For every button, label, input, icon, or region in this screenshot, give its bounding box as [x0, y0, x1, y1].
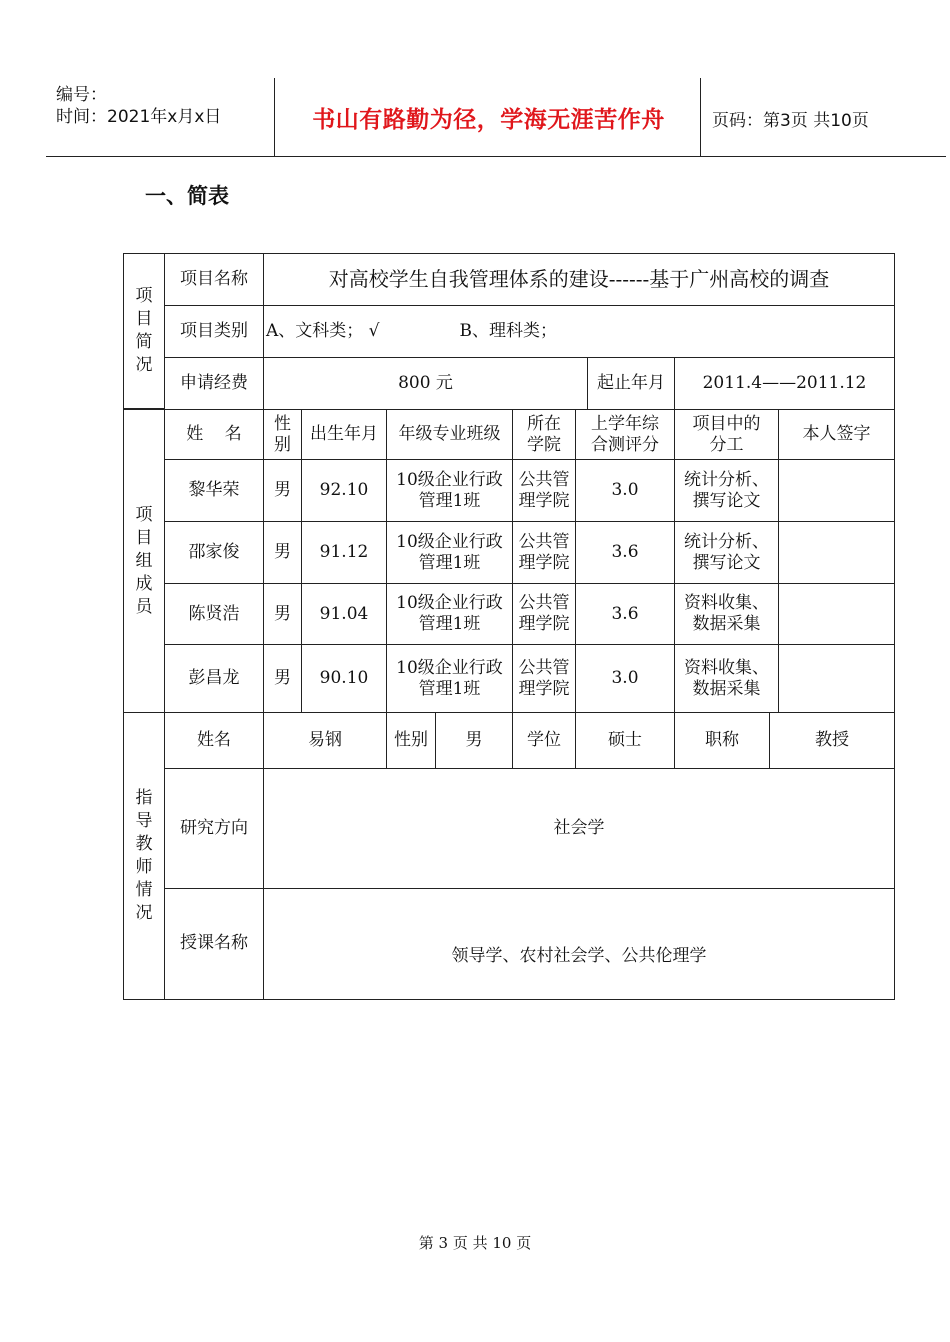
research-direction-value: 社会学: [263, 768, 895, 889]
member-signature: [778, 459, 895, 522]
advisor-degree-value: 硕士: [575, 712, 675, 769]
header-page-info: 页码：第3页 共10页: [712, 111, 869, 131]
member-college: 公共管 理学院: [512, 459, 576, 522]
advisor-gender-label: 性别: [386, 712, 436, 769]
group-char: 指: [135, 788, 153, 808]
member-signature: [778, 583, 895, 645]
category-b: B、理科类；: [459, 321, 558, 341]
member-class: 10级企业行政 管理1班: [386, 644, 513, 713]
col-header-birth: 出生年月: [301, 409, 387, 460]
member-signature: [778, 521, 895, 584]
member-birth: 90.10: [301, 644, 387, 713]
member-gender: 男: [263, 521, 302, 584]
col-header-score: 上学年综 合测评分: [575, 409, 675, 460]
member-class: 10级企业行政 管理1班: [386, 521, 513, 584]
project-category-value: [263, 305, 895, 358]
col-header-signature: 本人签字: [778, 409, 895, 460]
group-char: 情: [135, 880, 153, 900]
member-score: 3.0: [575, 644, 675, 713]
member-role: 统计分析、 撰写论文: [674, 459, 779, 522]
group-char: 项: [135, 286, 153, 306]
member-gender: 男: [263, 644, 302, 713]
member-class: 10级企业行政 管理1班: [386, 583, 513, 645]
courses-label: 授课名称: [164, 888, 264, 1000]
col-header-gender: 性 别: [263, 409, 302, 460]
funding-label: 申请经费: [164, 357, 264, 410]
period-value: 2011.4——2011.12: [674, 357, 895, 410]
member-birth: 91.12: [301, 521, 387, 584]
member-name: 黎华荣: [164, 459, 264, 522]
research-direction-label: 研究方向: [164, 768, 264, 889]
doc-time-label: 时间：2021年x月x日: [56, 107, 222, 127]
member-college: 公共管 理学院: [512, 521, 576, 584]
advisor-gender-value: 男: [435, 712, 513, 769]
project-name-value: 对高校学生自我管理体系的建设------基于广州高校的调查: [263, 253, 895, 306]
advisor-name-label: 姓名: [164, 712, 264, 769]
group-char: 教: [135, 834, 153, 854]
advisor-degree-label: 学位: [512, 712, 576, 769]
col-header-class: 年级专业班级: [386, 409, 513, 460]
col-header-name: 姓 名: [164, 409, 264, 460]
group-char: 组: [135, 550, 153, 571]
advisor-name-value: 易钢: [263, 712, 387, 769]
header-meta: [56, 84, 221, 128]
member-score: 3.0: [575, 459, 675, 522]
category-a: A、文科类； √: [266, 321, 380, 341]
member-score: 3.6: [575, 521, 675, 584]
advisor-group-label: [123, 712, 165, 1000]
member-name: 彭昌龙: [164, 644, 264, 713]
group-char: 简: [135, 332, 153, 352]
period-label: 起止年月: [587, 357, 675, 410]
member-class: 10级企业行政 管理1班: [386, 459, 513, 522]
col-header-role: 项目中的 分工: [674, 409, 779, 460]
member-role: 资料收集、 数据采集: [674, 644, 779, 713]
doc-number-label: 编号：: [56, 85, 107, 105]
member-name: 陈贤浩: [164, 583, 264, 645]
group-char: 项: [135, 504, 153, 525]
page-footer: 第 3 页 共 10 页: [418, 1234, 532, 1252]
member-score: 3.6: [575, 583, 675, 645]
advisor-title-label: 职称: [674, 712, 770, 769]
member-signature: [778, 644, 895, 713]
group-char: 况: [135, 903, 153, 923]
project-name-label: 项目名称: [164, 253, 264, 306]
member-name: 邵家俊: [164, 521, 264, 584]
project-summary-table: [124, 254, 895, 1000]
group-char: 成: [135, 573, 153, 594]
members-group-label: [123, 409, 165, 713]
member-college: 公共管 理学院: [512, 583, 576, 645]
project-category-label: 项目类别: [164, 305, 264, 358]
member-college: 公共管 理学院: [512, 644, 576, 713]
group-char: 导: [135, 811, 153, 831]
group-char: 员: [135, 596, 153, 617]
member-birth: 92.10: [301, 459, 387, 522]
header-divider: [700, 78, 701, 156]
member-role: 资料收集、 数据采集: [674, 583, 779, 645]
member-gender: 男: [263, 583, 302, 645]
member-birth: 91.04: [301, 583, 387, 645]
group-char: 目: [135, 309, 153, 329]
section-title: 一、简表: [145, 184, 229, 208]
member-role: 统计分析、 撰写论文: [674, 521, 779, 584]
courses-value: 领导学、农村社会学、公共伦理学: [263, 888, 895, 1000]
overview-group-label: [123, 253, 165, 409]
funding-value: 800 元: [263, 357, 588, 410]
group-char: 目: [135, 527, 153, 548]
member-gender: 男: [263, 459, 302, 522]
page-header: [46, 78, 946, 157]
col-header-college: 所在 学院: [512, 409, 576, 460]
header-divider: [274, 78, 275, 156]
group-char: 师: [135, 857, 153, 877]
advisor-title-value: 教授: [769, 712, 895, 769]
header-motto: 书山有路勤为径，学海无涯苦作舟: [312, 106, 665, 133]
group-char: 况: [135, 355, 153, 375]
